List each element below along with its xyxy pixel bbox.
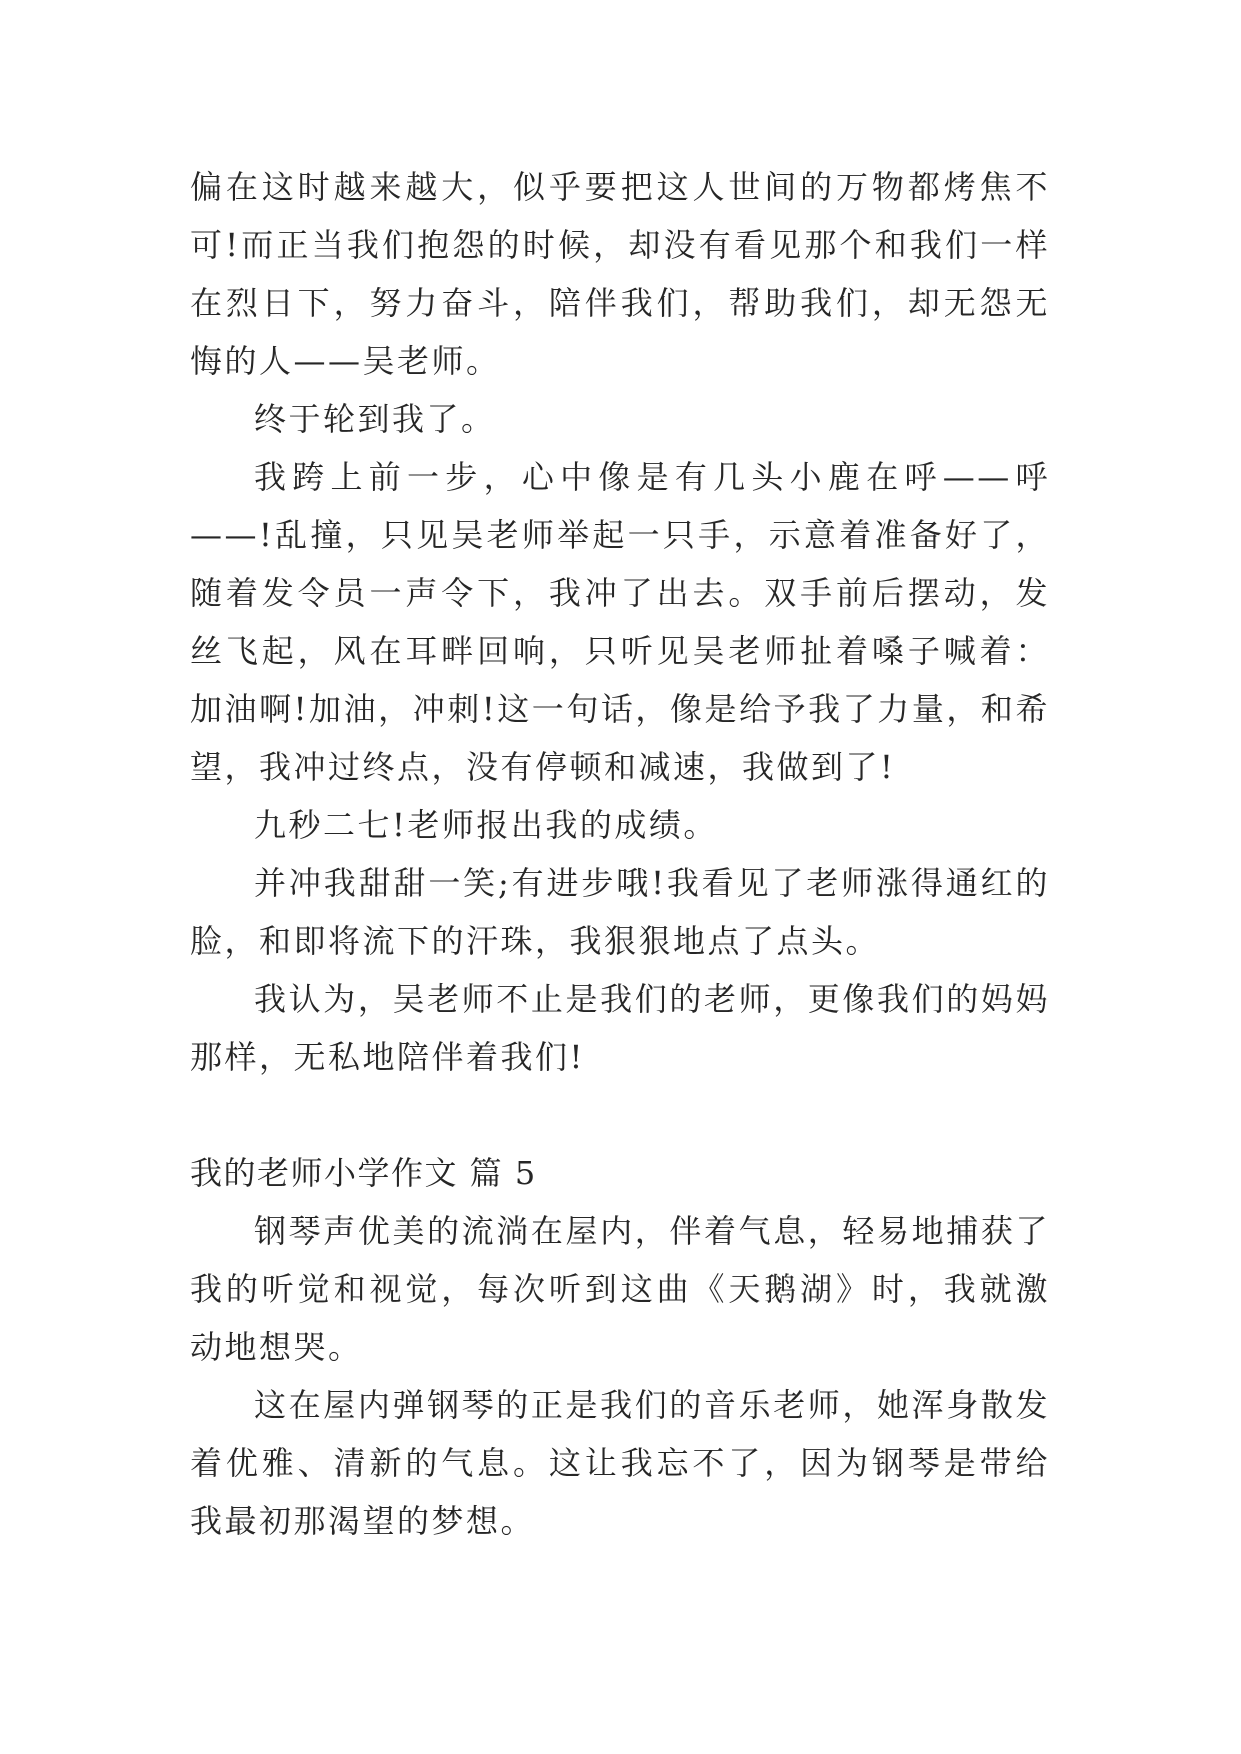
- paragraph: 并冲我甜甜一笑;有进步哦!我看见了老师涨得通红的脸，和即将流下的汗珠，我狠狠地点了点头。: [190, 864, 1050, 960]
- paragraph-continued: 偏在这时越来越大，似乎要把这人世间的万物都烤焦不可!而正当我们抱怨的时候，却没有看见那个和我们一样在烈日下，努力奋斗，陪伴我们，帮助我们，却无怨无悔的人——吴老师。: [190, 168, 1050, 380]
- paragraph: 我认为，吴老师不止是我们的老师，更像我们的妈妈那样，无私地陪伴着我们!: [190, 980, 1050, 1076]
- paragraph: 我跨上前一步，心中像是有几头小鹿在呼——呼——!乱撞，只见吴老师举起一只手，示意着准备好了，随着发令员一声令下，我冲了出去。双手前后摆动，发丝飞起，风在耳畔回响，只听见吴老师扯着嗓子喊着：加油啊!加油，冲刺!这一句话，像是给予我了力量，和希望，我冲过终点，没有停顿和减速，我做到了!: [190, 458, 1050, 786]
- paragraph: 九秒二七!老师报出我的成绩。: [254, 806, 718, 844]
- paragraph: 终于轮到我了。: [254, 400, 496, 438]
- paragraph: 钢琴声优美的流淌在屋内，伴着气息，轻易地捕获了我的听觉和视觉，每次听到这曲《天鹅湖》时，我就激动地想哭。: [190, 1212, 1050, 1366]
- section-title: 我的老师小学作文 篇 5: [190, 1154, 537, 1192]
- article-body: [190, 158, 1050, 1550]
- paragraph: 这在屋内弹钢琴的正是我们的音乐老师，她浑身散发着优雅、清新的气息。这让我忘不了，因为钢琴是带给我最初那渴望的梦想。: [190, 1386, 1050, 1540]
